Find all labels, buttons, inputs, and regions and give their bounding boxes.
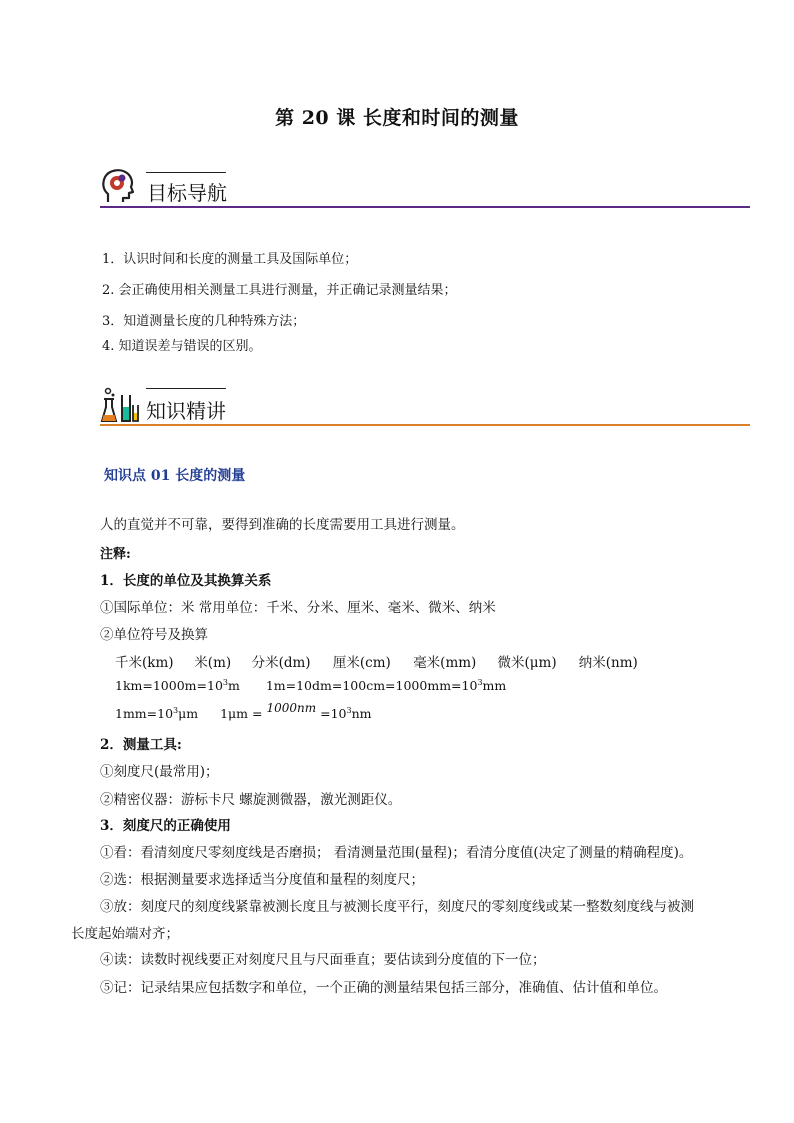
unit-symbols-label: ②单位符号及换算 bbox=[100, 627, 208, 643]
fraction-1000nm: 1000nm bbox=[266, 701, 317, 715]
unit-km: 千米(km) bbox=[115, 655, 174, 671]
head-gears-icon bbox=[100, 166, 136, 206]
unit-m: 米(m) bbox=[194, 655, 232, 671]
usage-place-cont: 长度起始端对齐； bbox=[71, 926, 179, 942]
page-title: 第 20 课 长度和时间的测量 bbox=[275, 107, 519, 129]
section-title-knowledge: 知识精讲 bbox=[146, 399, 226, 423]
section-top-line bbox=[146, 172, 226, 173]
heading-tools: 2．测量工具: bbox=[100, 737, 182, 753]
heading-units: 1．长度的单位及其换算关系 bbox=[100, 573, 272, 589]
unit-nm: 纳米(nm) bbox=[578, 655, 638, 671]
unit-mm: 毫米(mm) bbox=[413, 655, 477, 671]
objective-4: 4. 知道误差与错误的区别。 bbox=[102, 339, 262, 354]
si-units-line: ①国际单位：米 常用单位：千米、分米、厘米、毫米、微米、纳米 bbox=[100, 600, 496, 616]
section-title-objectives: 目标导航 bbox=[147, 181, 227, 205]
conversion-line-1: $1km=1000m=10^3m$ $1m=10dm=100cm=1000mm=10^3mm$ bbox=[115, 677, 507, 693]
knowledge-point-heading: 知识点 01 长度的测量 bbox=[104, 468, 246, 484]
section-top-line bbox=[146, 388, 226, 389]
tool-line-2: ②精密仪器：游标卡尺 螺旋测微器，激光测距仪。 bbox=[100, 792, 402, 808]
objective-1: 1．认识时间和长度的测量工具及国际单位； bbox=[102, 252, 358, 267]
objective-2: 2. 会正确使用相关测量工具进行测量，并正确记录测量结果； bbox=[102, 283, 457, 298]
note-label: 注释: bbox=[100, 547, 131, 562]
usage-read: ④读：读数时视线要正对刻度尺且与尺面垂直；要估读到分度值的下一位； bbox=[100, 952, 546, 968]
lab-flask-icon bbox=[100, 385, 140, 425]
unit-cm: 厘米(cm) bbox=[332, 655, 391, 671]
unit-symbol-row bbox=[115, 651, 638, 671]
intro-text: 人的直觉并不可靠，要得到准确的长度需要用工具进行测量。 bbox=[100, 517, 465, 533]
conversion-line-2: $1mm=10^3\mu m$ $1\mu m = 1000nm =10^3nm$ bbox=[115, 701, 372, 721]
unit-dm: 分米(dm) bbox=[251, 655, 311, 671]
objective-3: 3．知道测量长度的几种特殊方法； bbox=[102, 314, 306, 329]
usage-record: ⑤记：记录结果应包括数字和单位，一个正确的测量结果包括三部分，准确值、估计值和单位。 bbox=[100, 980, 667, 996]
section-divider bbox=[100, 424, 750, 426]
usage-select: ②选：根据测量要求选择适当分度值和量程的刻度尺； bbox=[100, 872, 424, 888]
usage-place: ③放：刻度尺的刻度线紧靠被测长度且与被测长度平行，刻度尺的零刻度线或某一整数刻度线与被测 bbox=[100, 899, 694, 915]
section-divider bbox=[100, 206, 750, 208]
heading-ruler-usage: 3．刻度尺的正确使用 bbox=[100, 818, 231, 834]
usage-look: ①看：看清刻度尺零刻度线是否磨损； 看清测量范围(量程)；看清分度值(决定了测量的精确程度)。 bbox=[100, 845, 693, 861]
tool-line-1: ①刻度尺(最常用)； bbox=[100, 764, 219, 780]
unit-um: 微米(μm) bbox=[497, 655, 557, 671]
